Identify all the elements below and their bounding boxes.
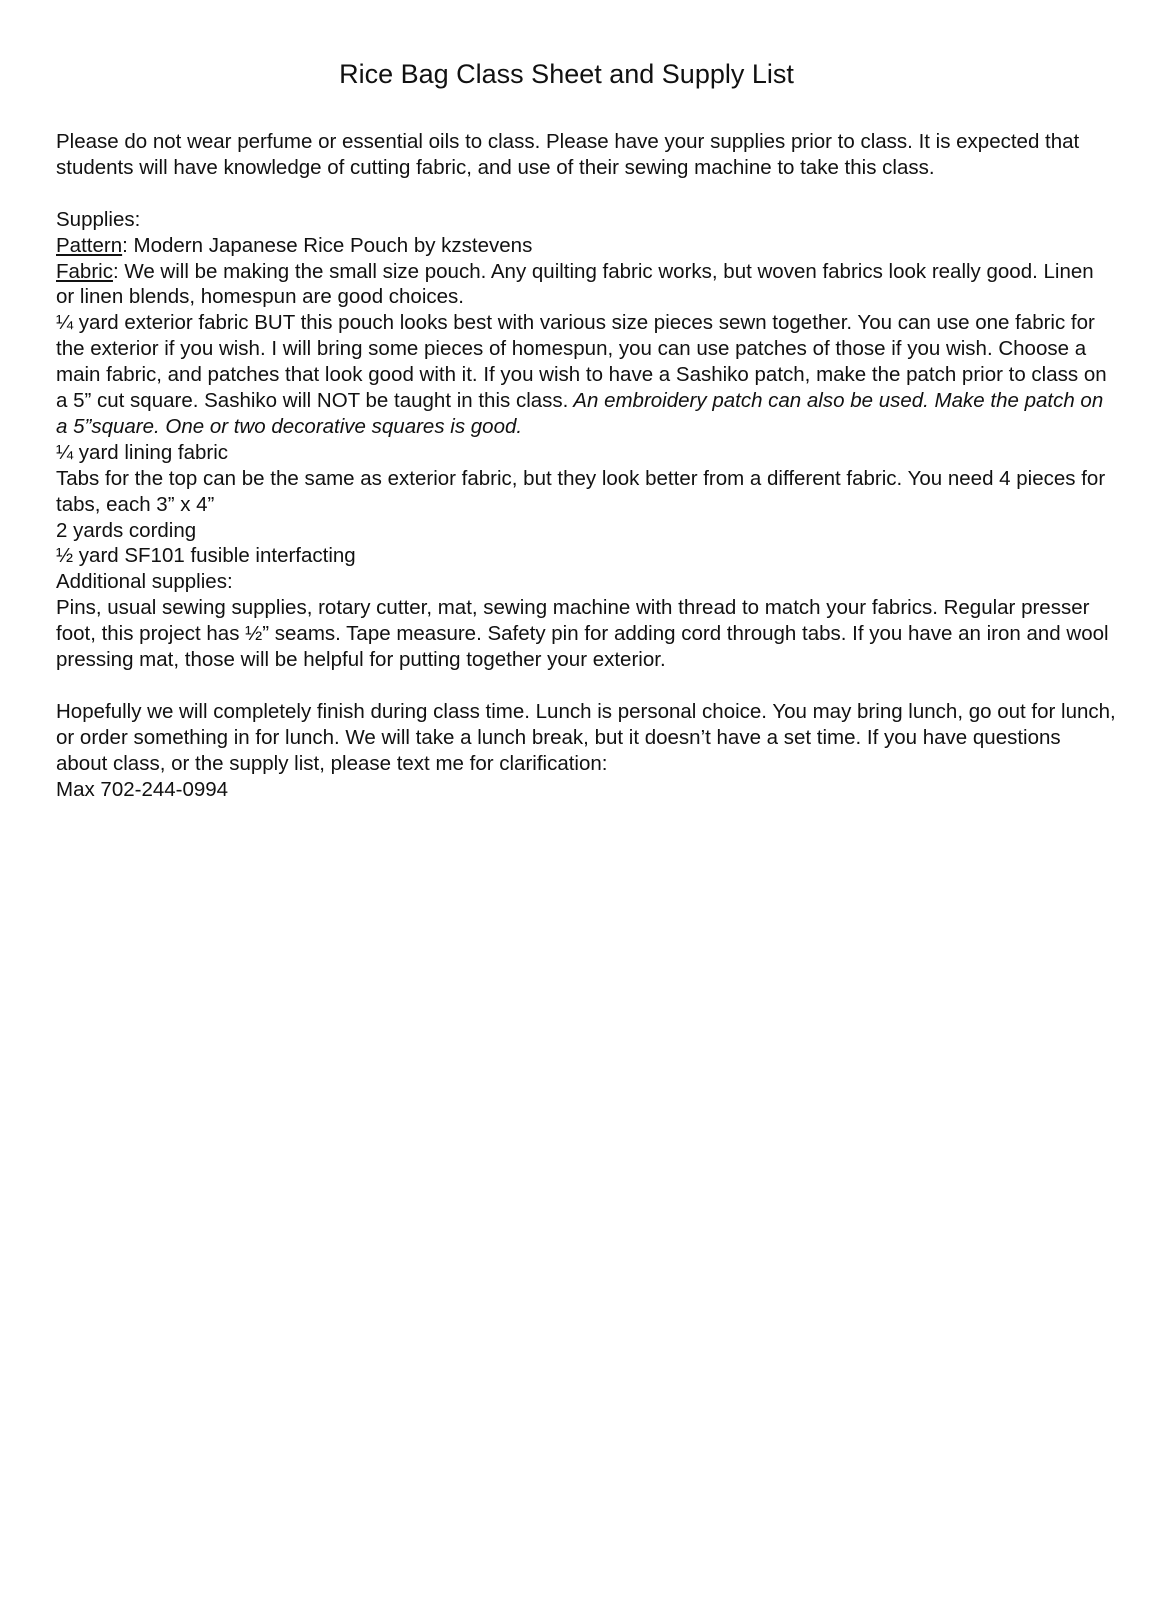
tabs-item: Tabs for the top can be the same as exterior fabric, but they look better from a different fabric. You need 4 pieces for tabs, each 3” x 4” bbox=[56, 466, 1106, 516]
supplies-heading: Supplies: bbox=[56, 207, 141, 231]
intro-paragraph: Please do not wear perfume or essential oils to class. Please have your supplies prior to class. It is expected that students will have knowledge of cutting fabric, and use of their sewing machine to take this class. bbox=[56, 130, 1080, 179]
pattern-line bbox=[56, 233, 1116, 259]
pattern-label: Pattern bbox=[56, 233, 123, 257]
exterior-text: ¼ yard exterior fabric BUT this pouch looks best with various size pieces sewn together. You can use one fabric for the exterior if you wish. I will bring some pieces of homespun, you can use patches of those if you wish. Choose a main fabric, and patches that look good with it. If you wish to have a Sashiko patch, make the patch prior to class on a 5” cut square. Sashiko will NOT be taught in this class. bbox=[56, 311, 1107, 413]
additional-supplies-text: Pins, usual sewing supplies, rotary cutter, mat, sewing machine with thread to match your fabrics. Regular presser foot, this project has ½” seams. Tape measure. Safety pin for adding cord through tabs. If you have an iron and wool pressing mat, those will be helpful for putting together your exterior. bbox=[56, 596, 1109, 672]
exterior-fabric-item bbox=[56, 310, 1116, 440]
contact-line: Max 702-244-0994 bbox=[56, 777, 229, 801]
additional-heading: Additional supplies: bbox=[56, 570, 233, 594]
exterior-italic-text: An embroidery patch can also be used. Make the patch on a 5”square. One or two decorative squares is good. bbox=[56, 389, 1104, 438]
document-title: Rice Bag Class Sheet and Supply List bbox=[339, 59, 794, 89]
interfacing-item: ½ yard SF101 fusible interfacting bbox=[56, 544, 356, 568]
paragraph-gap bbox=[56, 673, 1116, 699]
cording-item: 2 yards cording bbox=[56, 518, 197, 542]
closing-paragraph: Hopefully we will completely finish during class time. Lunch is personal choice. You may bring lunch, go out for lunch, or order something in for lunch. We will take a lunch break, but it doesn’t have a set time. If you have questions about class, or the supply list, please text me for clarification: bbox=[56, 699, 1116, 775]
fabric-text: : We will be making the small size pouch. Any quilting fabric works, but woven fabrics look really good. Linen or linen blends, homespun are good choices. bbox=[56, 259, 1094, 309]
pattern-text: : Modern Japanese Rice Pouch by kzstevens bbox=[122, 233, 533, 257]
lining-item: ¼ yard lining fabric bbox=[56, 440, 229, 464]
document-body bbox=[56, 129, 1116, 803]
fabric-label: Fabric bbox=[56, 259, 113, 283]
fabric-line bbox=[56, 259, 1116, 311]
paragraph-gap bbox=[56, 181, 1116, 207]
